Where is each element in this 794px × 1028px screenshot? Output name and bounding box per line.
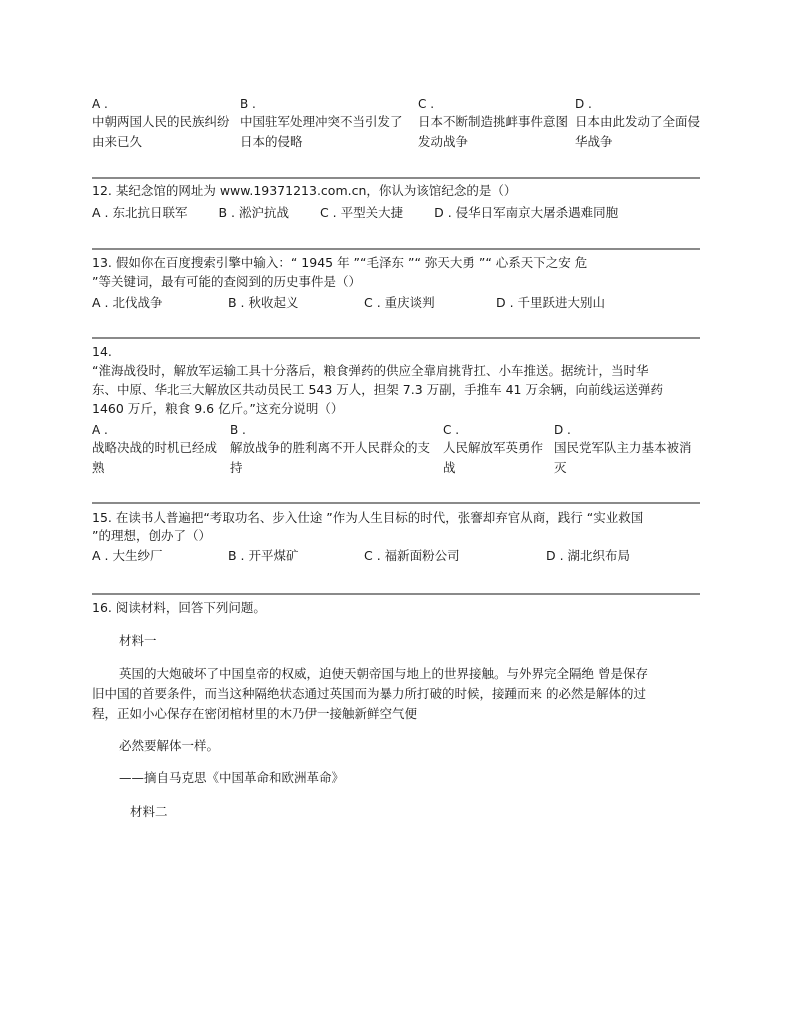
material1-para-line3: 程，正如小心保存在密闭棺材里的木乃伊一接触新鲜空气便: [92, 706, 418, 721]
q15-stem-line2: ”的理想，创办了（）: [92, 528, 211, 543]
option-text: 中国驻军处理冲突不当引发了日本的侵略: [240, 114, 403, 149]
option-letter: A .: [92, 97, 108, 111]
option-letter: D .: [575, 97, 592, 111]
q15-option-a[interactable]: A . 大生纱厂: [92, 548, 163, 563]
option-text: 战略决战的时机已经成熟: [92, 440, 218, 475]
option-text: 中朝两国人民的民族纠纷由来已久: [92, 114, 230, 149]
q14-stem-line3: 1460 万斤，粮食 9.6 亿斤。”这充分说明（）: [92, 401, 344, 416]
q14-option-d[interactable]: [554, 422, 700, 478]
q11-option-d[interactable]: [575, 96, 703, 152]
question-divider: [92, 593, 700, 595]
option-letter: C .: [418, 97, 435, 111]
question-divider: [92, 177, 700, 179]
material1-title: 材料一: [119, 633, 157, 648]
q13-stem-line2: ”等关键词，最有可能的查阅到的历史事件是（）: [92, 274, 361, 289]
material1-para-line2: 旧中国的首要条件，而当这种隔绝状态通过英国而为暴力所打破的时候，接踵而来 的必然是解体的过: [92, 686, 646, 701]
q15-option-c[interactable]: C . 福新面粉公司: [364, 548, 460, 563]
q12-option-d[interactable]: D . 侵华日军南京大屠杀遇难同胞: [434, 205, 619, 220]
q16-stem: 16. 阅读材料，回答下列问题。: [92, 600, 266, 615]
q13-option-c[interactable]: C . 重庆谈判: [364, 295, 435, 310]
option-text: 国民党军队主力基本被消灭: [554, 440, 692, 475]
material2-title: 材料二: [130, 804, 168, 819]
q13-option-d[interactable]: D . 千里跃进大别山: [496, 295, 606, 310]
option-text: 日本由此发动了全面侵华战争: [575, 114, 701, 149]
material1-para-line1: 英国的大炮破坏了中国皇帝的权威，迫使天朝帝国与地上的世界接触。与外界完全隔绝 曾是保存: [119, 666, 648, 681]
q13-option-a[interactable]: A . 北伐战争: [92, 295, 163, 310]
q14-option-b[interactable]: [230, 422, 440, 478]
option-text: 人民解放军英勇作战: [443, 440, 544, 475]
q11-option-c[interactable]: [418, 96, 572, 152]
question-divider: [92, 248, 700, 250]
q12-options: [92, 204, 618, 222]
q14-stem-line1: “淮海战役时，解放军运输工具十分落后，粮食弹药的供应全靠肩挑背扛、小车推送。据统计，当时华: [92, 363, 649, 378]
q11-option-a[interactable]: [92, 96, 240, 152]
q12-stem: 12. 某纪念馆的网址为 www.19371213.com.cn，你认为该馆纪念的是（）: [92, 183, 517, 198]
q15-stem-line1: 15. 在读书人普遍把“考取功名、步入仕途 ”作为人生目标的时代，张謇却弃官从商，践行 “实业救国: [92, 510, 644, 525]
q14-option-a[interactable]: [92, 422, 222, 478]
q12-option-c[interactable]: C . 平型关大捷: [319, 205, 404, 220]
q13-option-b[interactable]: B . 秋收起义: [228, 295, 299, 310]
q14-option-c[interactable]: [443, 422, 555, 478]
option-letter: B .: [240, 97, 256, 111]
q15-option-d[interactable]: D . 湖北织布局: [546, 548, 631, 563]
option-letter: A .: [92, 423, 108, 437]
q14-stem-line2: 东、中原、华北三大解放区共动员民工 543 万人，担架 7.3 万副，手推车 41 万余辆，向前线运送弹药: [92, 382, 663, 397]
option-letter: D .: [554, 423, 571, 437]
q11-option-b[interactable]: [240, 96, 412, 152]
q15-option-b[interactable]: B . 开平煤矿: [228, 548, 299, 563]
material1-para-line4: 必然要解体一样。: [119, 738, 220, 753]
option-letter: C .: [443, 423, 460, 437]
option-text: 日本不断制造挑衅事件意图发动战争: [418, 114, 569, 149]
q12-option-a[interactable]: A . 东北抗日联军: [92, 205, 188, 220]
question-divider: [92, 337, 700, 339]
q12-option-b[interactable]: B . 淞沪抗战: [218, 205, 289, 220]
material1-source: ——摘自马克思《中国革命和欧洲革命》: [119, 770, 345, 785]
q14-number: 14.: [92, 344, 112, 359]
option-letter: B .: [230, 423, 246, 437]
q13-stem-line1: 13. 假如你在百度搜索引擎中输入：“ 1945 年 ”“毛泽东 ”“ 弥天大勇 ”“ 心系天下之安 危: [92, 255, 588, 270]
option-text: 解放战争的胜利离不开人民群众的支持: [230, 440, 431, 475]
question-divider: [92, 502, 700, 504]
